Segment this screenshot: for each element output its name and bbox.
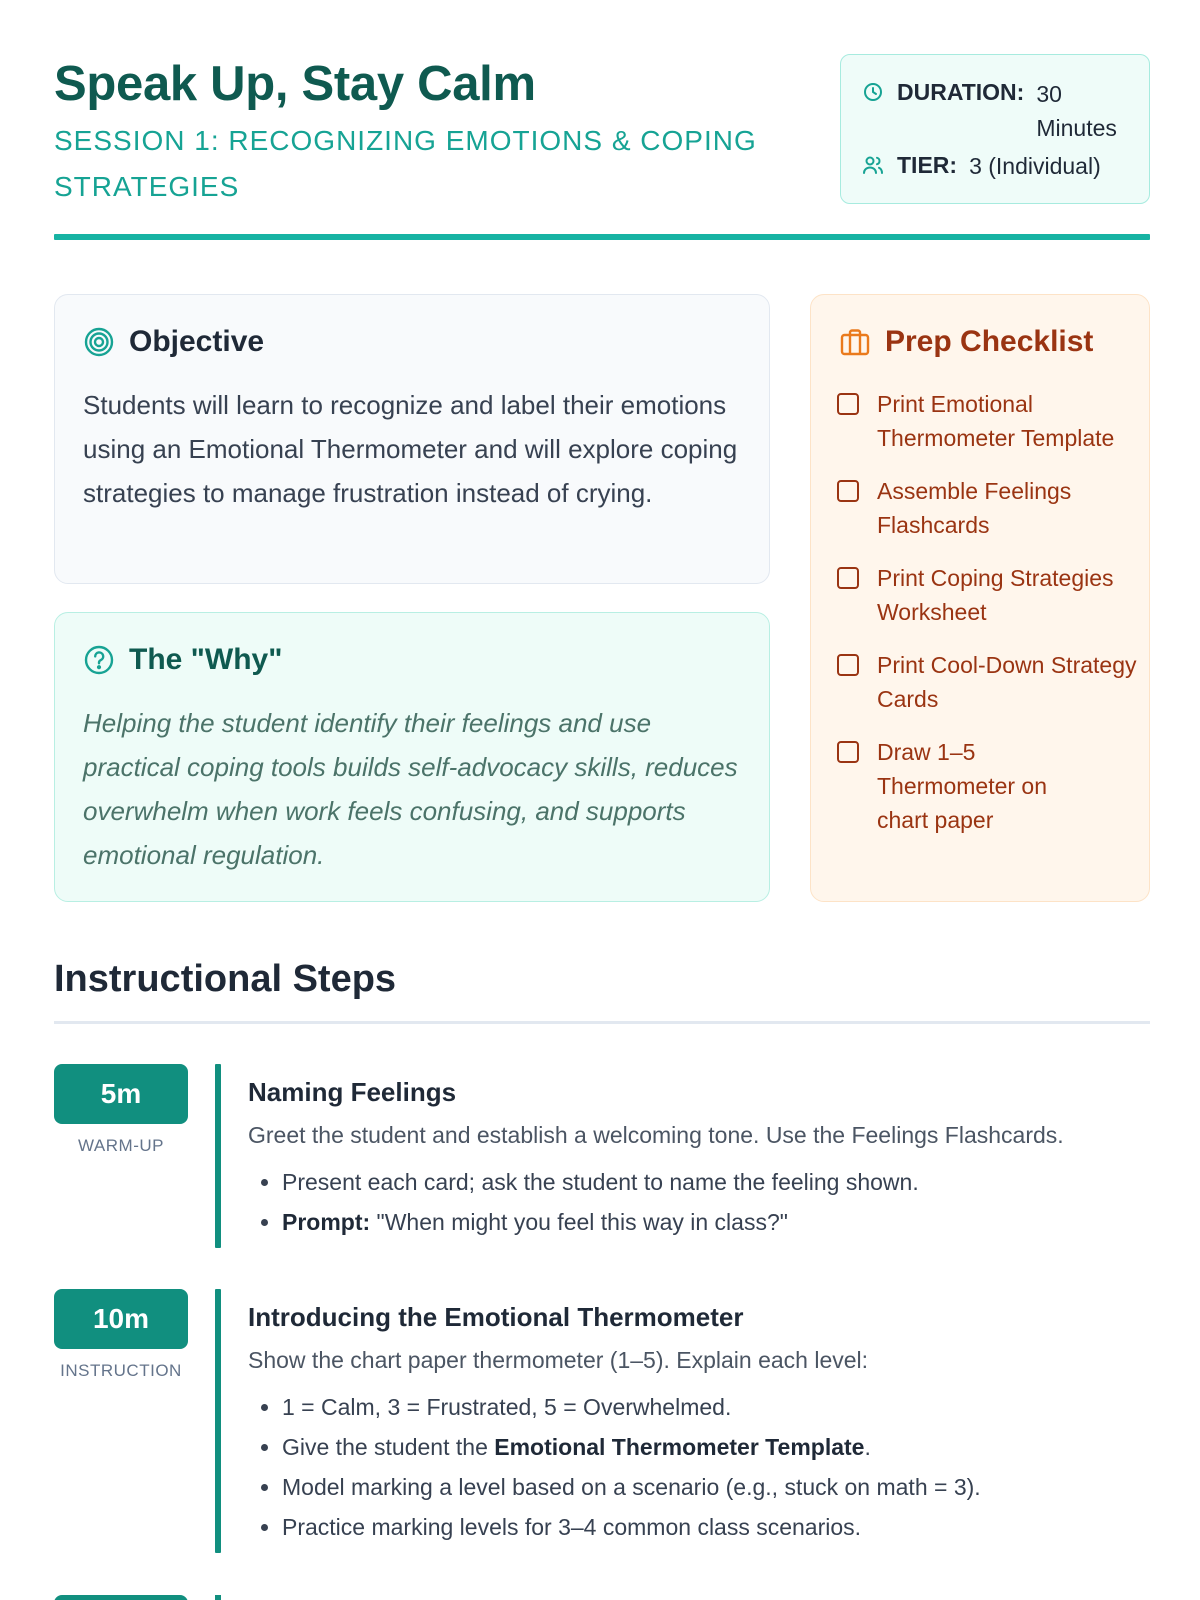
step-warm-up <box>54 1064 1150 1250</box>
step-bullets <box>248 1391 1148 1544</box>
objective-text: Students will learn to recognize and label their emotions using an Emotional Thermometer and will explore coping strategies to manage frustration instead of crying. <box>83 390 738 508</box>
prep-header <box>839 325 1093 359</box>
objective-card <box>54 294 770 584</box>
checkbox[interactable] <box>837 567 859 589</box>
session-subtitle: SESSION 1: RECOGNIZING EMOTIONS & COPING STRATEGIES <box>54 125 757 202</box>
tier-value: 3 (Individual) <box>969 153 1101 179</box>
step-bullet: • Present each card; ask the student to name the feeling shown. <box>282 1166 1148 1199</box>
checkbox[interactable] <box>837 741 859 763</box>
step-time-badge: 5m <box>54 1064 188 1124</box>
question-circle-icon <box>83 644 115 676</box>
why-title: The "Why" <box>129 643 283 676</box>
why-text: Helping the student identify their feelings and use practical coping tools builds self-advocacy skills, reduces overwhelm when work feels confusing, and supports emotional regulation. <box>83 708 738 870</box>
step-instruction <box>54 1289 1150 1554</box>
duration-label: DURATION: <box>897 79 1025 105</box>
step-bullet: • Model marking a level based on a scenario (e.g., stuck on math = 3). <box>282 1471 1148 1504</box>
next-step-time-badge-partial <box>54 1595 188 1600</box>
section-title: Instructional Steps <box>54 958 397 1000</box>
step-bullets <box>248 1166 1148 1239</box>
checklist-item-label: Print Coping Strategies Worksheet <box>877 565 1114 625</box>
step-content <box>248 1299 1148 1551</box>
step-bullet: • 1 = Calm, 3 = Frustrated, 5 = Overwhelmed. <box>282 1391 1148 1424</box>
checklist-item-label: Print Cool-Down Strategy Cards <box>877 652 1137 712</box>
step-description: Greet the student and establish a welcoming tone. Use the Feelings Flashcards. <box>248 1122 1064 1148</box>
checklist-item-label: Print Emotional Thermometer Template <box>877 391 1115 451</box>
step-timeline-bar <box>215 1064 221 1248</box>
checklist-item[interactable] <box>837 648 1137 716</box>
session-meta-box <box>840 54 1150 204</box>
prep-checklist <box>837 387 1137 856</box>
header <box>54 50 1150 240</box>
why-header <box>83 643 282 677</box>
checkbox[interactable] <box>837 393 859 415</box>
step-bullet: • Give the student the Emotional Thermometer Template. <box>282 1431 1148 1464</box>
step-title: Introducing the Emotional Thermometer <box>248 1302 744 1332</box>
step-content <box>248 1074 1148 1246</box>
tier-row <box>861 150 1101 182</box>
checklist-item[interactable] <box>837 735 1137 837</box>
step-time-badge: 10m <box>54 1289 188 1349</box>
page-title: Speak Up, Stay Calm <box>54 57 536 111</box>
next-step-timeline-bar-partial <box>215 1595 221 1600</box>
step-bullet: • Practice marking levels for 3–4 common class scenarios. <box>282 1511 1148 1544</box>
step-phase-label: INSTRUCTION <box>60 1361 182 1380</box>
prep-checklist-card <box>810 294 1150 902</box>
objective-header <box>83 325 264 359</box>
duration-row <box>861 77 1136 145</box>
tier-label: TIER: <box>897 152 958 178</box>
checkbox[interactable] <box>837 480 859 502</box>
objective-title: Objective <box>129 325 265 358</box>
checklist-item-label: Draw 1–5 Thermometer on chart paper <box>877 739 1048 833</box>
step-timeline-bar <box>215 1289 221 1553</box>
why-card <box>54 612 770 902</box>
checklist-item-label: Assemble Feelings Flashcards <box>877 478 1072 538</box>
duration-value: 30 Minutes <box>1036 81 1117 141</box>
checklist-item[interactable] <box>837 474 1137 542</box>
step-description: Show the chart paper thermometer (1–5). Explain each level: <box>248 1347 869 1373</box>
checklist-item[interactable] <box>837 387 1137 455</box>
step-title: Naming Feelings <box>248 1077 457 1107</box>
checklist-item[interactable] <box>837 561 1137 629</box>
briefcase-icon <box>839 326 871 358</box>
clock-icon <box>861 80 885 104</box>
step-phase-label: WARM-UP <box>78 1136 164 1155</box>
target-icon <box>83 326 115 358</box>
section-divider <box>54 1021 1150 1024</box>
checkbox[interactable] <box>837 654 859 676</box>
step-bullet: • Prompt: "When might you feel this way in class?" <box>282 1206 1148 1239</box>
header-divider <box>54 234 1150 240</box>
prep-title: Prep Checklist <box>885 325 1094 358</box>
users-icon <box>861 153 885 177</box>
